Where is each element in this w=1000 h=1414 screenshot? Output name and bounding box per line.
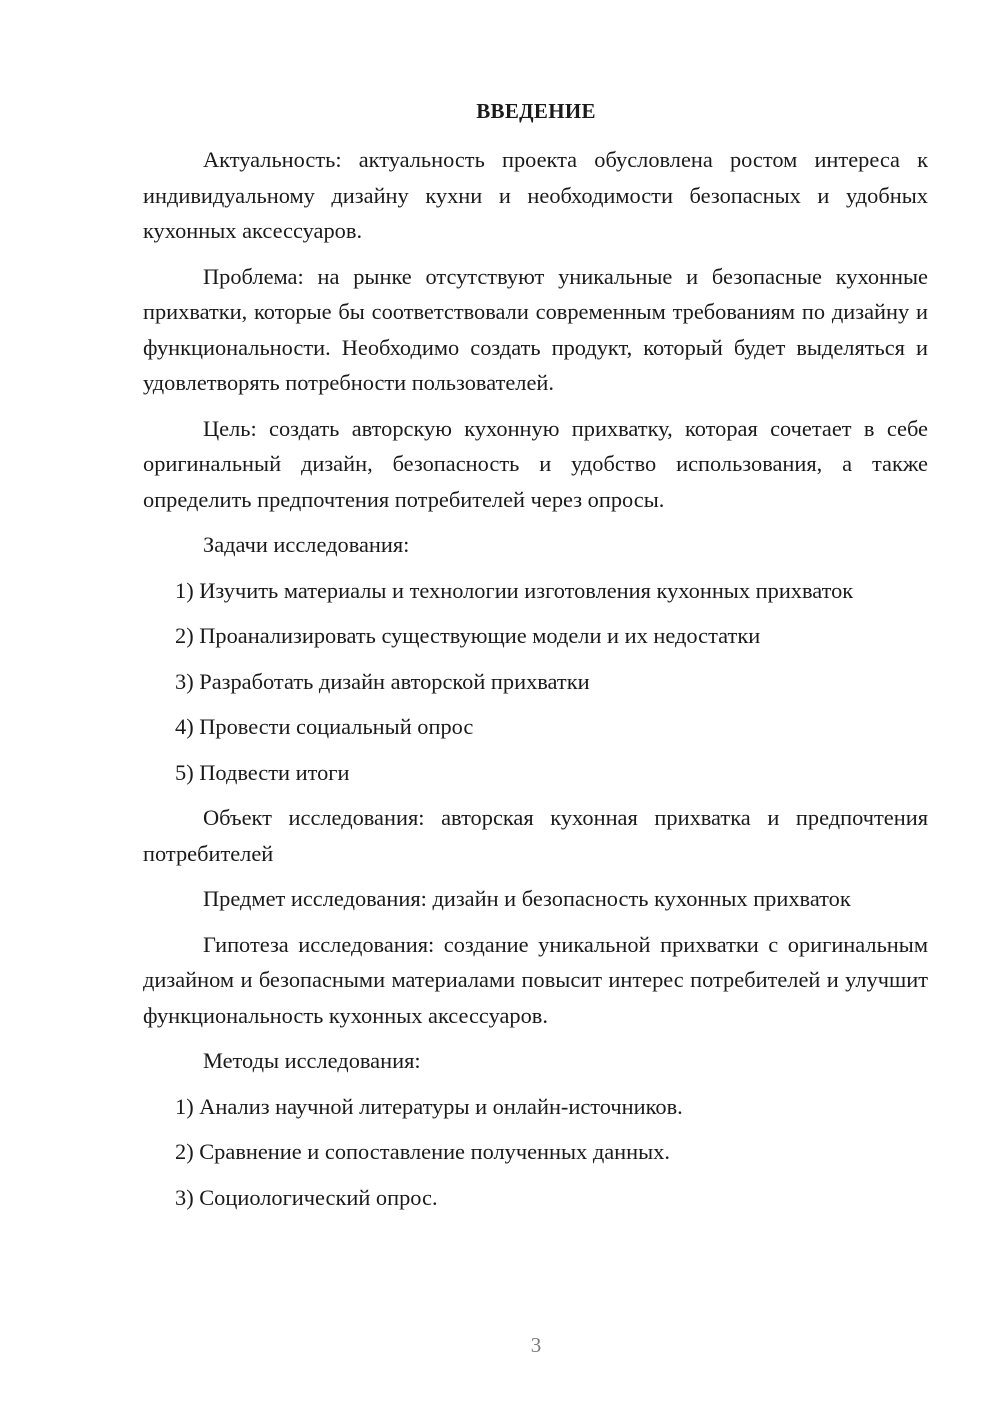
task-item: 5) Подвести итоги (175, 759, 350, 785)
problem-paragraph: Проблема: на рынке отсутствуют уникальные и безопасные кухонные прихватки, которые бы соответствовали современным требованиям по дизайну и функциональности. Необходимо создать продукт, который будет выделяться и удовлетворять потребности пользователей. (143, 263, 928, 395)
task-item: 4) Провести социальный опрос (175, 714, 474, 739)
goal-paragraph: Цель: создать авторскую кухонную прихватку, которая сочетает в себе оригинальный дизайн, безопасность и удобство использования, а также определить предпочтения потребителей через опросы. (143, 415, 928, 512)
object-paragraph: Объект исследования: авторская кухонная прихватка и предпочтения потребителей (143, 805, 928, 866)
method-item: 3) Социологический опрос. (175, 1184, 438, 1210)
task-item: 3) Разработать дизайн авторской прихватки (175, 668, 590, 694)
task-item: 2) Проанализировать существующие модели и их недостатки (175, 623, 761, 648)
task-item: 1) Изучить материалы и технологии изготовления кухонных прихваток (175, 577, 854, 603)
method-item: 2) Сравнение и сопоставление полученных данных. (175, 1139, 670, 1164)
method-item: 1) Анализ научной литературы и онлайн-источников. (175, 1093, 683, 1119)
page-number: 3 (530, 1333, 542, 1357)
methods-heading: Методы исследования: (203, 1048, 421, 1073)
tasks-heading: Задачи исследования: (203, 532, 410, 557)
body-text (143, 142, 928, 1215)
relevance-paragraph: Актуальность: актуальность проекта обусловлена ростом интереса к индивидуальному дизайну кухни и необходимости безопасных и удобных кухонных аксессуаров. (143, 147, 928, 243)
page-title: ВВЕДЕНИЕ (476, 99, 596, 123)
hypothesis-paragraph: Гипотеза исследования: создание уникальной прихватки с оригинальным дизайном и безопасными материалами повысит интерес потребителей и улучшит функциональность кухонных аксессуаров. (143, 931, 928, 1028)
subject-paragraph: Предмет исследования: дизайн и безопасность кухонных прихваток (203, 886, 851, 911)
